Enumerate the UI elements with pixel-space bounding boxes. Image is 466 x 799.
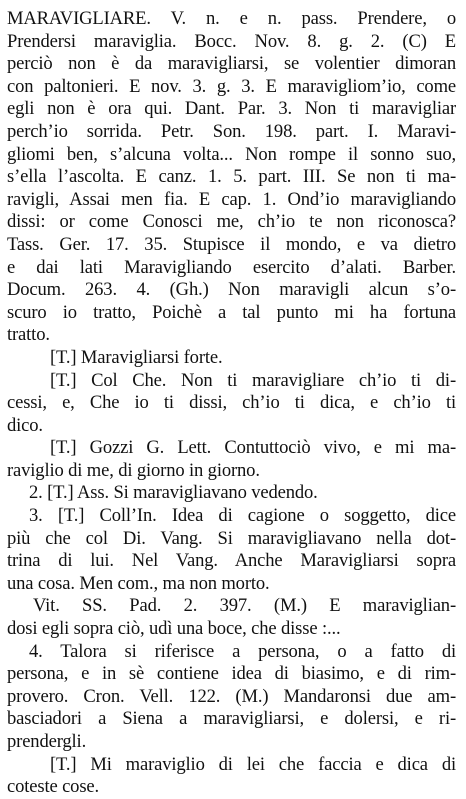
entry-line-5: egli non è ora qui. Dant. Par. 3. Non ti maravigliar xyxy=(7,98,456,120)
entry-line-23: 3. [T.] Coll’In. Idea di cagione o soggetto, dice xyxy=(29,505,456,527)
entry-line-34: [T.] Mi maraviglio di lei che faccia e dica di xyxy=(50,753,456,775)
entry-line-11: Tass. Ger. 17. 35. Stupisce il mondo, e va dietro xyxy=(7,233,456,255)
entry-line-2: Prendersi maraviglia. Bocc. Nov. 8. g. 2. (C) E xyxy=(7,30,456,52)
entry-line-31: provero. Cron. Vell. 122. (M.) Mandaronsi due am- xyxy=(7,685,456,707)
entry-line-12: e dai lati Maravigliando esercito d’alati. Barber. xyxy=(7,256,456,278)
entry-line-14: scuro io tratto, Poichè a tal punto mi ha fortuna xyxy=(7,301,456,323)
entry-line-1-headword: MARAVIGLIARE. V. n. e n. pass. Prendere, o xyxy=(7,8,456,29)
entry-line-18: cessi, e, Che io ti dissi, ch’io ti dica, e ch’io ti xyxy=(7,392,456,414)
entry-line-8: s’ella l’ascolta. E canz. 1. 5. part. III. Se non ti ma- xyxy=(7,166,456,188)
entry-line-24: più che col Di. Vang. Si maravigliavano nella dot- xyxy=(7,527,456,549)
entry-line-30: persona, e in sè contiene idea di biasimo, e di rim- xyxy=(7,663,456,685)
entry-line-17: [T.] Col Che. Non ti maravigliare ch’io ti di- xyxy=(50,369,456,391)
entry-line-9: ravigli, Assai men fia. E cap. 1. Ond’io maravigliando xyxy=(7,188,456,210)
entry-line-26: una cosa. Men com., ma non morto. xyxy=(7,572,270,594)
entry-line-35: coteste cose. xyxy=(7,776,100,798)
entry-line-33: prendergli. xyxy=(7,731,87,752)
entry-line-16: [T.] Maravigliarsi forte. xyxy=(50,346,223,368)
entry-line-29: 4. Talora si riferisce a persona, o a fatto di xyxy=(29,640,456,662)
entry-line-19: dico. xyxy=(7,414,43,436)
entry-line-28: dosi egli sopra ciò, udì una boce, che disse :... xyxy=(7,618,341,640)
entry-line-21: raviglio di me, di giorno in giorno. xyxy=(7,459,260,481)
entry-line-32: basciadori a Siena a maravigliarsi, e dolersi, e ri- xyxy=(7,708,456,730)
entry-line-22: 2. [T.] Ass. Si maravigliavano vedendo. xyxy=(29,482,318,504)
entry-line-13: Docum. 263. 4. (Gh.) Non maravigli alcun s’o- xyxy=(7,279,456,301)
entry-line-20: [T.] Gozzi G. Lett. Contuttociò vivo, e mi ma- xyxy=(50,437,456,459)
entry-line-4: con paltonieri. E nov. 3. g. 3. E maravigliom’io, come xyxy=(7,75,456,97)
entry-line-10: dissi: or come Conosci me, ch’io te non riconosca? xyxy=(7,211,456,233)
entry-line-27: Vit. SS. Pad. 2. 397. (M.) E maraviglian- xyxy=(33,595,456,617)
entry-line-15: tratto. xyxy=(7,324,50,346)
entry-line-25: trina di lui. Nel Vang. Anche Maravigliarsi sopra xyxy=(7,550,456,572)
entry-line-3: perciò non è da maravigliarsi, se volentier dimoran xyxy=(7,53,456,75)
entry-line-6: perch’io sorrida. Petr. Son. 198. part. I. Maravi- xyxy=(7,120,456,142)
entry-line-7: gliomi ben, s’alcuna volta... Non rompe il sonno suo, xyxy=(7,143,456,165)
